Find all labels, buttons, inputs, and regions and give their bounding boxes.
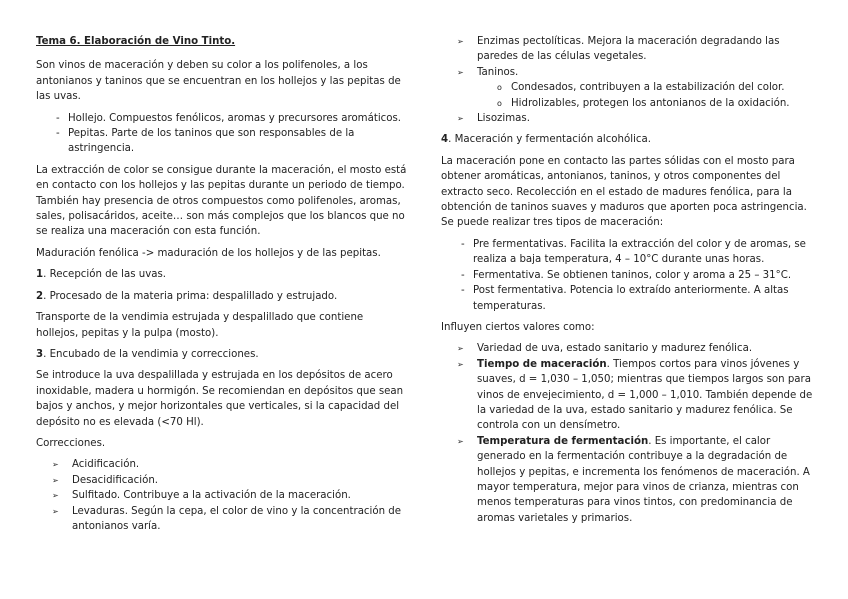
list-item: - Pre fermentativas. Facilita la extracción del color y de aromas, se realiza a baja temperatura, 4 – 10°C durante unas horas. — [461, 238, 806, 266]
step-2-heading: 2. Procesado de la materia prima: despalillado y estrujado. — [36, 290, 338, 302]
arrow-bullet-icon: ➢ — [52, 460, 59, 470]
extraccion-paragraph: La extracción de color se consigue durante la maceración, el mosto está en contacto con los hollejos y las pepitas durante un periodo de tiempo. También hay presencia de otros compuestos como polifenoles, aromas, sales, polisacáridos, aceite… son más complejos que los blancos que no se realiza una maceración con esta función. — [36, 164, 407, 238]
arrow-bullet-icon: ➢ — [457, 114, 464, 124]
list-item: - Hollejo. Compuestos fenólicos, aromas y precursores aromáticos. — [36, 111, 408, 126]
taninos-sublist — [441, 80, 813, 111]
list-item: ➢ Sulfitado. Contribuye a la activación de la maceración. — [36, 488, 408, 503]
list-item: - Post fermentativa. Potencia lo extraído anteriormente. A altas temperaturas. — [461, 285, 789, 312]
list-item: ➢ Levaduras. Según la cepa, el color de vino y la concentración de antonianos varía. — [52, 505, 402, 532]
maduracion-paragraph: Maduración fenólica -> maduración de los hollejos y de las pepitas. — [36, 247, 381, 259]
intro-list — [36, 111, 408, 157]
valores-list — [441, 341, 813, 526]
list-item: ➢ Taninos. — [441, 65, 813, 80]
tipos-maceracion-list — [441, 237, 813, 314]
left-column — [36, 34, 408, 540]
list-item: o Hidrolizables, protegen los antonianos de la oxidación. — [441, 96, 813, 111]
step-1-heading: 1. Recepción de las uvas. — [36, 269, 167, 281]
influyen-paragraph: Influyen ciertos valores como: — [441, 321, 595, 333]
intro-paragraph: Son vinos de maceración y deben su color a los polifenoles, a los antonianos y taninos que se encuentran en los hollejos y las pepitas de las uvas. — [36, 60, 401, 103]
circle-bullet-icon: o — [497, 98, 502, 108]
list-item: ➢ Lisozimas. — [441, 111, 813, 126]
list-item: ➢ Acidificación. — [36, 457, 408, 472]
dash-bullet-icon: - — [461, 238, 465, 250]
arrow-bullet-icon: ➢ — [52, 506, 59, 516]
list-item: ➢ Temperatura de fermentación. Es importante, el calor generado en la fermentación contribuye a la degradación de hollejos y pepitas, e incrementa los fenómenos de maceración. A mayor temperatura, mejor para vinos de crianza, mientras con menos temperaturas para vinos tintos, con predominancia de aromas varietales y primarios. — [457, 435, 810, 524]
dash-bullet-icon: - — [56, 112, 60, 124]
list-item: - Fermentativa. Se obtienen taninos, color y aroma a 25 – 31°C. — [441, 268, 813, 283]
list-item: o Condesados, contribuyen a la estabilización del color. — [441, 80, 813, 95]
arrow-bullet-icon: ➢ — [52, 475, 59, 485]
transporte-paragraph: Transporte de la vendimia estrujada y despalillado que contiene hollejos, pepitas y la pulpa (mosto). — [36, 312, 364, 339]
circle-bullet-icon: o — [497, 83, 502, 93]
list-item: ➢ Desacidificación. — [36, 473, 408, 488]
encubado-paragraph: Se introduce la uva despalillada y estrujada en los depósitos de acero inoxidable, madera u hormigón. Se recomiendan en depósitos que sean bajos y anchos, y mejor horizontales que verticales, si la capacidad del depósito no es elevada (<70 Hl). — [36, 370, 404, 428]
arrow-bullet-icon: ➢ — [457, 37, 464, 46]
list-item: ➢ Tiempo de maceración. Tiempos cortos para vinos jóvenes y suaves, d = 1,030 – 1,050; mientras que tiempos largos son para vinos de envejecimiento, d = 1,000 – 1,010. También depende de la variedad de la uva, estado sanitario y madurez fenólica. Se controla con un densímetro. — [457, 358, 813, 432]
arrow-bullet-icon: ➢ — [52, 491, 59, 501]
arrow-bullet-icon: ➢ — [457, 436, 464, 446]
step-4-heading: 4. Maceración y fermentación alcohólica. — [441, 134, 651, 146]
correcciones-list — [36, 457, 408, 534]
lisozimas-list — [441, 111, 813, 126]
list-item: ➢ Variedad de uva, estado sanitario y madurez fenólica. — [441, 341, 813, 356]
step-3-heading: 3. Encubado de la vendimia y correcciones. — [36, 348, 259, 360]
document-title: Tema 6. Elaboración de Vino Tinto. — [36, 36, 236, 47]
correcciones-label: Correcciones. — [36, 437, 106, 449]
dash-bullet-icon: - — [461, 269, 465, 281]
aditivos-list — [441, 34, 813, 80]
list-item: ➢ Enzimas pectolíticas. Mejora la maceración degradando las paredes de las células vegetales. — [457, 36, 780, 63]
dash-bullet-icon: - — [56, 128, 60, 140]
arrow-bullet-icon: ➢ — [457, 344, 464, 354]
arrow-bullet-icon: ➢ — [457, 67, 464, 77]
list-item: - Pepitas. Parte de los taninos que son responsables de la astringencia. — [56, 128, 355, 155]
maceracion-paragraph: La maceración pone en contacto las partes sólidas con el mosto para obtener aromáticas, antonianos, taninos, y otros componentes del extracto seco. Recolección en el estado de madures fenólica, para la obtención de taninos suaves y maduros que aporten poca astringencia. Se puede realizar tres tipos de maceración: — [441, 155, 807, 229]
arrow-bullet-icon: ➢ — [457, 359, 464, 369]
dash-bullet-icon: - — [461, 285, 465, 297]
right-column — [441, 34, 813, 532]
